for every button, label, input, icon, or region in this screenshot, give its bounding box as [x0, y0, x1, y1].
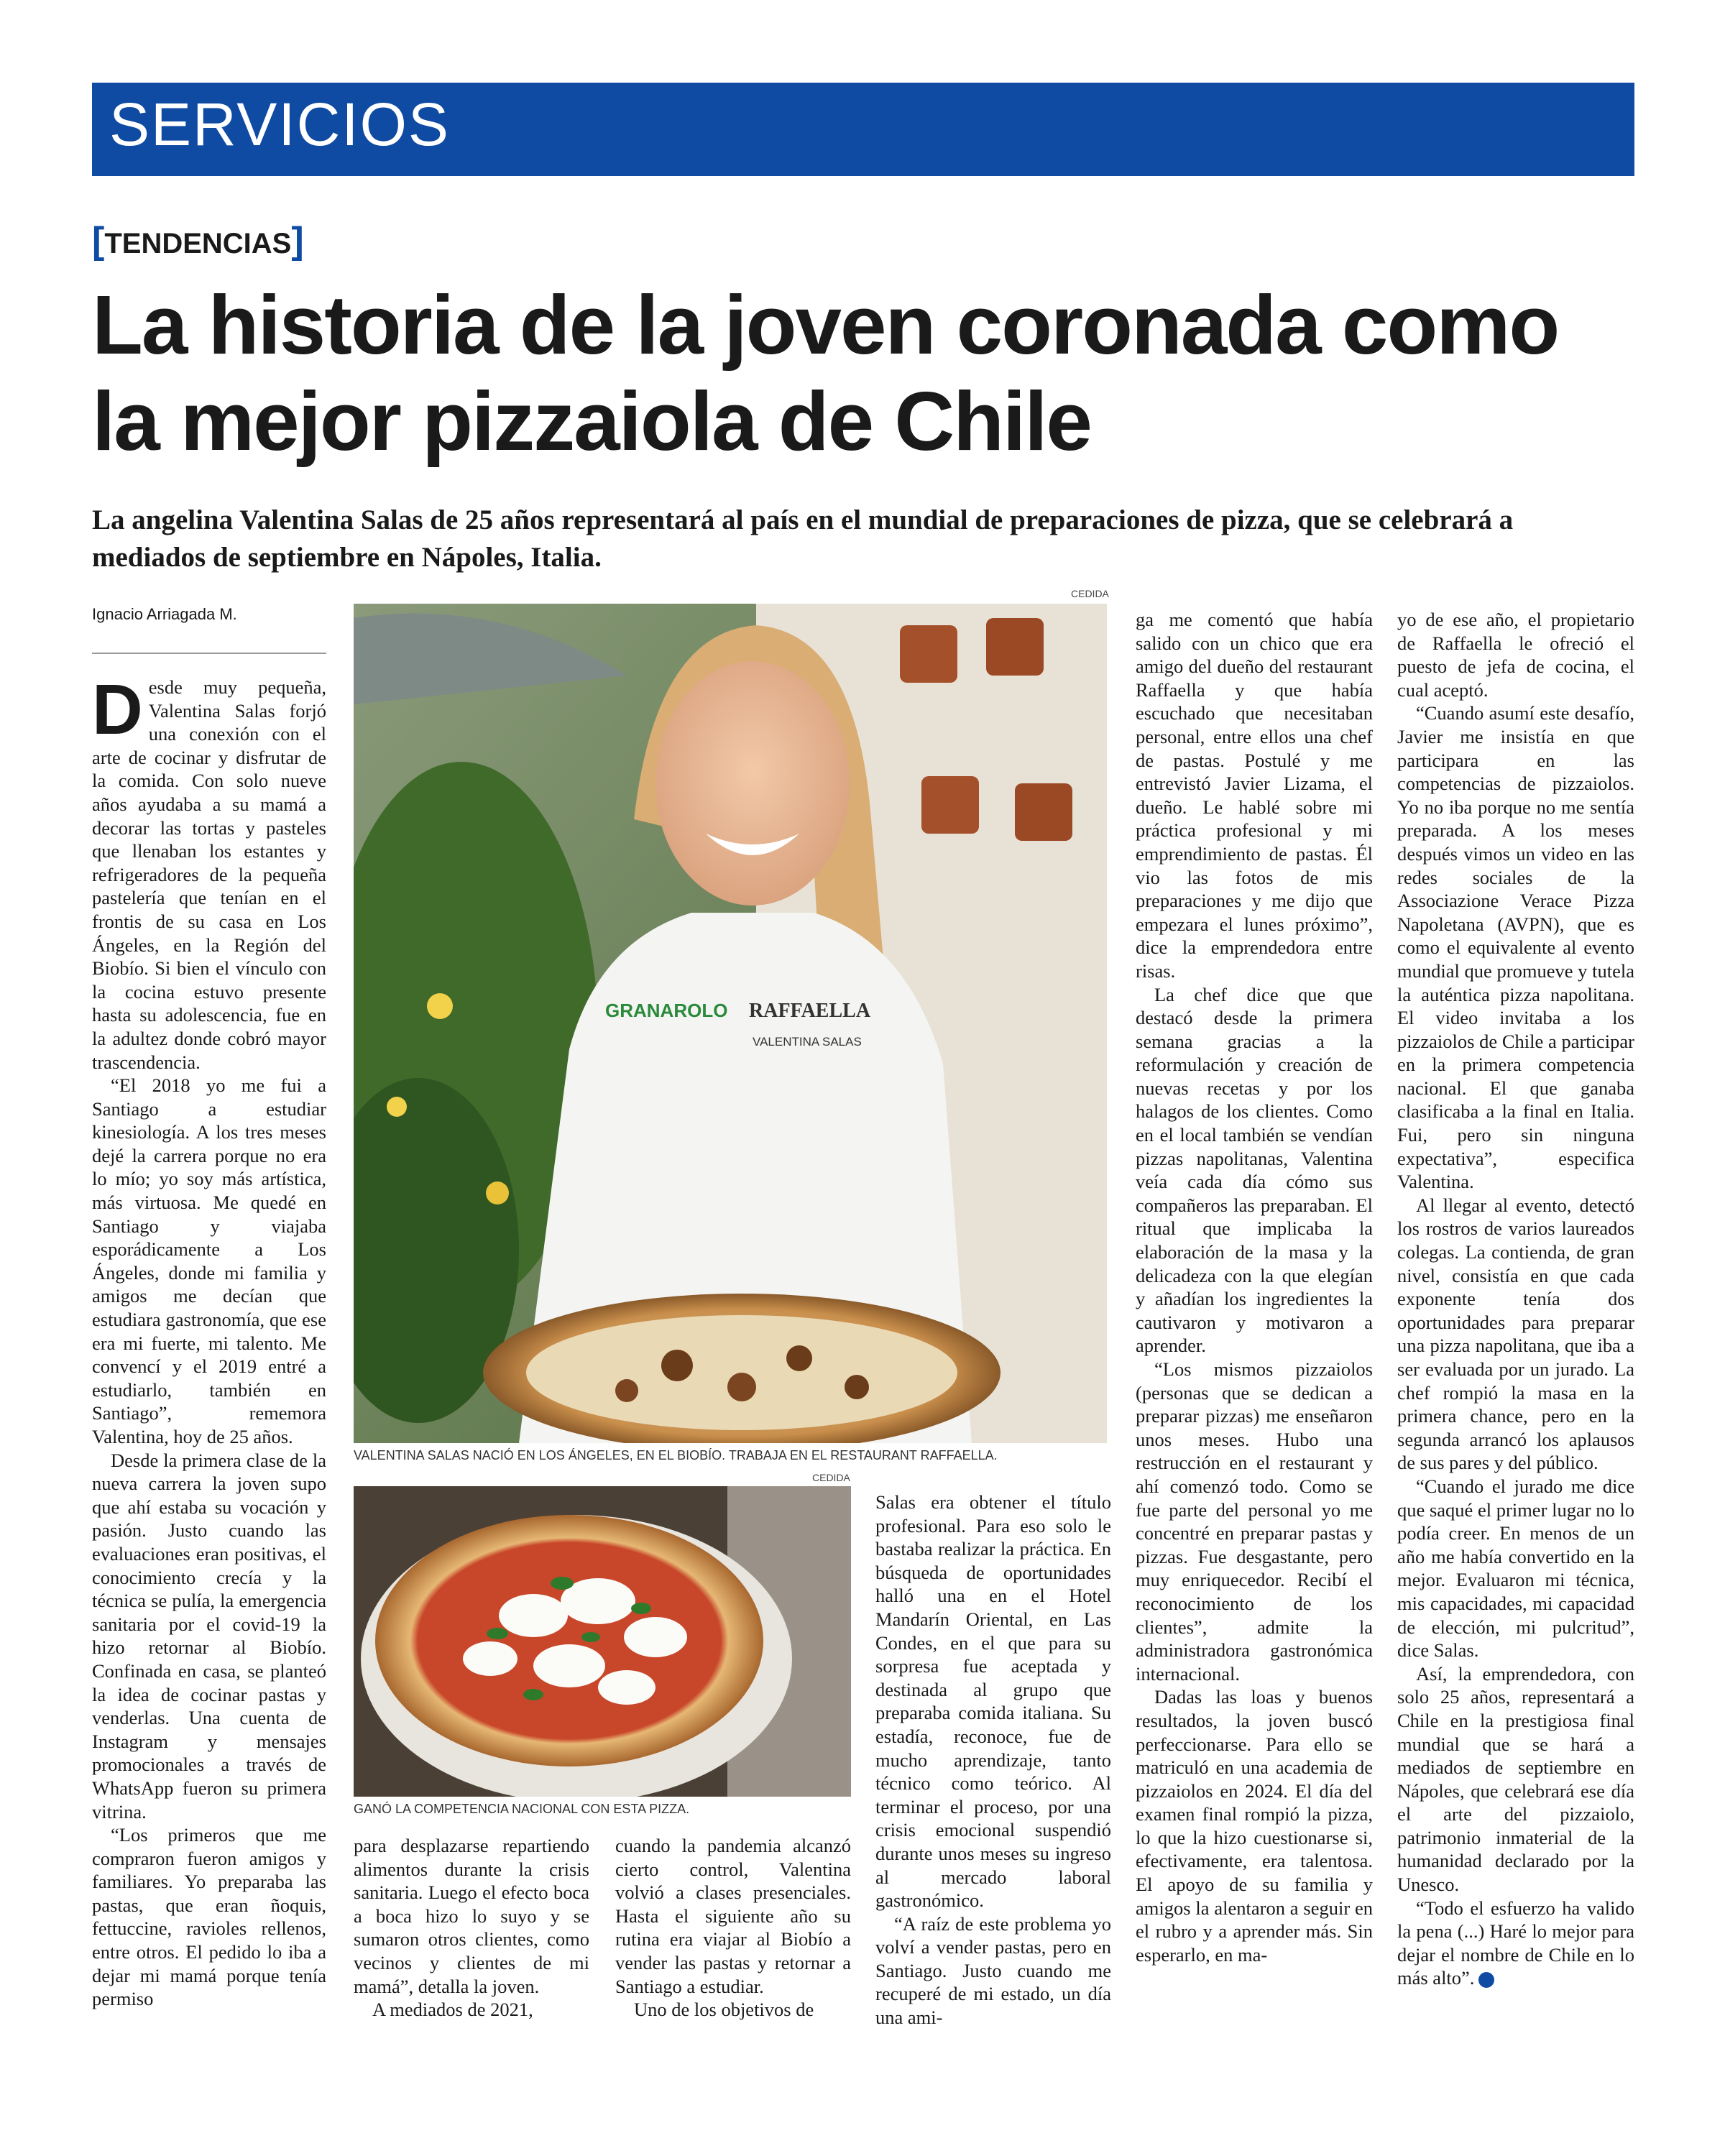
deck: La angelina Valentina Salas de 25 años representará al país en el mundial de preparaciones de pizza, que se celebrará a mediados de septiembre en Nápoles, Italia. — [92, 505, 1514, 573]
body-paragraph: Desde muy pequeña, Valentina Salas forjó una conexión con el arte de cocinar y disfrutar de la comida. Con solo nueve años ayudaba a su mamá a decorar las tortas y pasteles que llenaban los estantes y refrigeradores de la pequeña pastelería que tenían en el frontis de su casa en Los Ángeles, en la Región del Biobío. Si bien el vínculo con la cocina estuvo presente hasta su adolescencia, fue en la adultez donde cobró mayor trascendencia. — [92, 676, 326, 1073]
body-paragraph: cuando la pandemia alcanzó cierto control, Valentina volvió a clases presenciales. Hasta el siguiente año su rutina era viajar al Biobío a vender las pastas y retornar a Santiago a estudiar. — [615, 1835, 851, 1997]
jacket-brand-left: GRANAROLO — [605, 1000, 728, 1021]
body-column-3 — [615, 1834, 851, 2071]
pizza-photo-illustration — [354, 1486, 851, 1797]
jacket-name: VALENTINA SALAS — [753, 1035, 862, 1049]
byline: Ignacio Arriagada M. — [92, 605, 237, 623]
photo-credit: CEDIDA — [812, 1472, 850, 1483]
photo-credit: CEDIDA — [1071, 588, 1109, 599]
body-column-2 — [354, 1834, 589, 2071]
body-paragraph: “Los primeros que me compraron fueron amigos y familiares. Yo preparaba las pastas, que eran ñoquis, fettuccine, ravioles rellenos, entre otros. El pedido lo iba a dejar mi mamá porque tenía permiso — [92, 1824, 326, 2010]
body-paragraph: Desde la primera clase de la nueva carrera la joven supo que ahí estaba su vocación y pasión. Justo cuando las evaluaciones eran positivas, el conocimiento crecía y la técnica se pulía, la emergencia sanitaria por el covid-19 la hizo retornar al Biobío. Confinada en casa, se planteó la idea de cocinar pastas y venderlas. Una cuenta de Instagram y mensajes promocionales a través de WhatsApp fueron su primera vitrina. — [92, 1449, 326, 1823]
body-paragraph: Así, la emprendedora, con solo 25 años, representará a Chile en la prestigiosa final mundial que se hará a mediados de septiembre en Nápoles, que celebrará ese día el arte del pizzaiolo, patrimonio inmaterial de la humanidad declarado por la Unesco. — [1397, 1662, 1634, 1896]
body-paragraph: “Cuando el jurado me dice que saqué el primer lugar no lo podía creer. En menos de un año me había convertido en la mejor. Evaluaron mi técnica, mis capacidades, mi capacidad de elección, mi pulcritud”, dice Salas. — [1397, 1475, 1634, 1662]
photo-pizza — [354, 1486, 851, 1797]
body-paragraph: La chef dice que que destacó desde la primera semana gracias a la reformulación y creación de nuevas recetas y por los halagos de los clientes. Como en el local también se vendían pizzas napolitanas, Valentina veía cada día cómo sus compañeros las preparaban. El ritual que implicaba la elaboración de la masa y la delicadeza con la que elegían y añadían los ingredientes la cautivaron y motivaron a aprender. — [1136, 983, 1373, 1357]
section-title: SERVICIOS — [109, 91, 450, 158]
body-column-1 — [92, 676, 326, 2070]
body-paragraph: “Los mismos pizzaiolos (personas que se dedican a preparar pizzas) me enseñaron unos meses. Hubo una restrucción en el restaurant y ahí comenzó todo. Como se fue parte del personal yo me concentré en preparar pastas y pizzas. Fue desgastante, pero muy enriquecedor. Recibí el reconocimiento de los clientes”, admite la administradora gastronómica internacional. — [1136, 1358, 1373, 1685]
body-paragraph: Uno de los objetivos de — [634, 1999, 814, 2021]
photo-valentina — [354, 604, 1107, 1443]
headline: La historia de la joven coronada como la mejor pizzaiola de Chile — [92, 278, 1559, 468]
body-paragraph: Dadas las loas y buenos resultados, la joven buscó perfeccionarse. Para ello se matriculó en una academia de pizzaiolos en 2024. El día del examen final rompió la pizza, lo que la hizo cuestionarse si, efectivamente, era talentosa. El apoyo de su familia y amigos la alentaron a seguir en el rubro y a aprender más. Sin esperarlo, en ma- — [1136, 1686, 1373, 1966]
body-column-6 — [1397, 608, 1634, 2071]
kicker-bracket-right: ] — [291, 220, 304, 262]
body-paragraph: Al llegar al evento, detectó los rostros de varios laureados colegas. La contienda, de gran nivel, consistía en que cada exponente tenía dos oportunidades para preparar una pizza napolitana, que iba a ser evaluada por un jurado. La chef rompió la masa en la primera chance, pero en la segunda arrancó los aplausos de sus pares y del público. — [1397, 1194, 1634, 1474]
end-mark-icon: ✪ — [1478, 1972, 1494, 1988]
body-paragraph: ga me comentó que había salido con un chico que era amigo del dueño del restaurant Raffaella y que había escuchado que necesitaban personal, entre ellos una chef de pastas. Postulé y me entrevistó Javier Lizama, el dueño. Le hablé sobre mi práctica profesional y mi emprendimiento de pastas. Él vio las fotos de mis preparaciones y me dijo que empezara el lunes próximo”, dice la emprendedora entre risas. — [1136, 609, 1373, 982]
photo-caption: VALENTINA SALAS NACIÓ EN LOS ÁNGELES, EN EL BIOBÍO. TRABAJA EN EL RESTAURANT RAFFAELLA. — [354, 1448, 998, 1462]
section-banner — [92, 83, 1634, 176]
body-paragraph: “Todo el esfuerzo ha valido la pena (...) Haré lo mejor para dejar el nombre de Chile en lo más alto”. ✪ — [1397, 1897, 1634, 1989]
body-column-4 — [875, 1491, 1111, 2071]
body-paragraph: para desplazarse repartiendo alimentos durante la crisis sanitaria. Luego el efecto boca a boca hizo lo suyo y se sumaron otros clientes, como vecinos y clientes de mi mamá”, detalla la joven. — [354, 1835, 589, 1997]
body-paragraph: “A raíz de este problema yo volví a vender pastas, pero en Santiago. Justo cuando me recuperé de mi estado, un día una ami- — [875, 1912, 1111, 2029]
body-paragraph: “El 2018 yo me fui a Santiago a estudiar kinesiología. A los tres meses dejé la carrera porque no era lo mío; yo soy más artística, más virtuosa. Me quedé en Santiago y viajaba esporádicamente a Los Ángeles, donde mi familia y amigos me decían que estudiara gastronomía, que ese era mi fuerte, mi talento. Me convencí y el 2019 entré a estudiarlo, también en Santiago”, rememora Valentina, hoy de 25 años. — [92, 1074, 326, 1447]
kicker-text: TENDENCIAS — [104, 228, 292, 259]
byline-rule — [92, 653, 326, 654]
body-paragraph: yo de ese año, el propietario de Raffaella le ofreció el puesto de jefa de cocina, el cual aceptó. — [1397, 609, 1634, 701]
jacket-brand-right: RAFFAELLA — [749, 1000, 871, 1022]
valentina-photo-illustration — [354, 604, 1107, 1443]
kicker — [92, 219, 304, 262]
body-paragraph: Salas era obtener el título profesional. Para eso solo le bastaba realizar la práctica. En búsqueda de oportunidades halló una en el Hotel Mandarín Oriental, en Las Condes, en el que para su sorpresa fue aceptada y destinada al grupo que preparaba comida italiana. Su estadía, reconoce, fue de mucho aprendizaje, tanto técnico como teórico. Al terminar el proceso, por una crisis emocional suspendió durante unos meses su ingreso al mercado laboral gastronómico. — [875, 1491, 1111, 1912]
kicker-bracket-left: [ — [92, 220, 105, 262]
photo-caption: GANÓ LA COMPETENCIA NACIONAL CON ESTA PIZZA. — [354, 1802, 690, 1816]
body-paragraph: “Cuando asumí este desafío, Javier me insistía en que participara en las competencias de pizzaiolos. Yo no iba porque no me sentía preparada. A los meses después vimos un video en las redes sociales de la Associazione Verace Pizza Napoletana (AVPN), que es como el equivalente al evento mundial que promueve y tutela la auténtica pizza napolitana. El video invitaba a los pizzaiolos de Chile a participar en la primera competencia nacional. El que ganaba clasificaba a la final en Italia. Fui, pero sin ninguna expectativa”, especifica Valentina. — [1397, 702, 1634, 1193]
drop-cap: D — [92, 676, 143, 749]
body-column-5 — [1136, 608, 1373, 2071]
body-paragraph: A mediados de 2021, — [372, 1999, 533, 2021]
